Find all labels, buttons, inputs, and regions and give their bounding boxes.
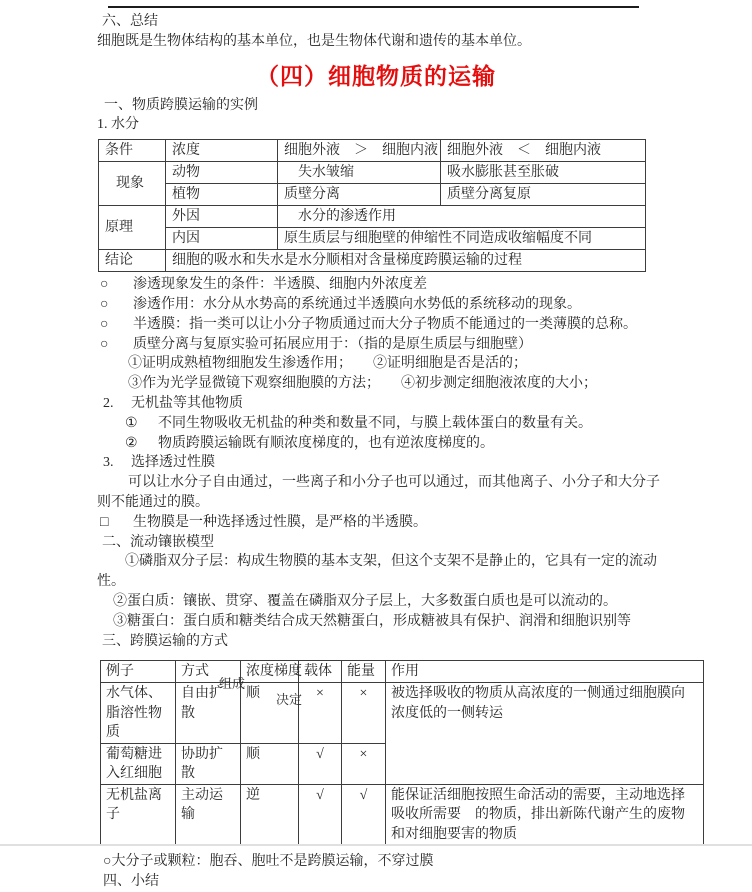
number-marker: 3. xyxy=(103,455,114,471)
table-cell: 水气体、脂溶性物质 xyxy=(101,683,176,744)
table-cell: 顺 xyxy=(241,743,299,784)
circled-number-icon: ② xyxy=(125,435,138,451)
square-bullet-icon: □ xyxy=(100,514,109,530)
circle-bullet-icon: ○ xyxy=(100,336,109,352)
table-cell: × xyxy=(342,683,386,744)
table-cell: 质壁分离复原 xyxy=(441,184,646,206)
number-marker: 2. xyxy=(103,395,114,411)
list-item xyxy=(125,434,752,454)
previous-table-bottom-rule xyxy=(108,6,639,8)
table-cell: 动物 xyxy=(166,162,278,184)
table-cell: × xyxy=(299,683,342,744)
column-header: 浓度梯度 xyxy=(241,661,299,683)
circle-bullet-icon: ○ xyxy=(100,277,109,293)
table-cell: 外因 xyxy=(166,206,278,228)
table-cell: 逆 xyxy=(241,784,299,845)
table-cell: 原生质层与细胞壁的伸缩性不同造成收缩幅度不同 xyxy=(278,228,646,250)
list-item xyxy=(103,453,752,473)
column-header: 作用 xyxy=(386,661,704,683)
table-cell: 吸水膨胀甚至胀破 xyxy=(441,162,646,184)
table-header-row xyxy=(101,661,704,683)
table-cell: 细胞外液 ＜ 细胞内液 xyxy=(441,140,646,162)
list-item: ①证明成熟植物细胞发生渗透作用； ②证明细胞是否是活的； xyxy=(128,356,527,372)
table-row xyxy=(99,228,646,250)
table-cell: 被选择吸收的物质从高浓度的一侧通过细胞膜向浓度低的一侧转运 xyxy=(386,683,704,785)
column-header: 方式 xyxy=(176,661,241,683)
page-bottom-separator xyxy=(0,844,752,846)
table-row xyxy=(99,250,646,272)
list-item xyxy=(103,394,752,414)
table-cell: √ xyxy=(299,784,342,845)
macromolecule-note: ○大分子或颗粒：胞吞、胞吐不是跨膜运输，不穿过膜 xyxy=(103,854,434,870)
paragraph-line: 可以让水分子自由通过，一些离子和小分子也可以通过，而其他离子、小分子和大分子 xyxy=(128,475,660,491)
table-cell: 植物 xyxy=(166,184,278,206)
circle-bullet-icon: ○ xyxy=(100,316,109,332)
list-item: ③作为光学显微镜下观察细胞膜的方法； ④初步测定细胞液浓度的大小； xyxy=(128,376,597,392)
section-three-heading: 三、跨膜运输的方式 xyxy=(102,633,228,649)
list-item-text: 半透膜：指一类可以让小分子物质通过而大分子物质不能通过的一类薄膜的总称。 xyxy=(133,316,637,332)
table-cell: 失水皱缩 xyxy=(278,162,441,184)
table-row xyxy=(99,162,646,184)
list-item xyxy=(100,295,752,315)
section-one-heading: 一、物质跨膜运输的实例 xyxy=(104,97,258,113)
list-item-text: 渗透作用：水分从水势高的系统通过半透膜向水势低的系统移动的现象。 xyxy=(133,296,581,312)
table-cell: √ xyxy=(342,784,386,845)
table-cell: 葡萄糖进入红细胞 xyxy=(101,743,176,784)
table-cell: 结论 xyxy=(99,250,166,272)
paragraph-line: ②蛋白质：镶嵌、贯穿、覆盖在磷脂双分子层上，大多数蛋白质也是可以流动的。 xyxy=(113,593,617,609)
list-item-text: 渗透现象发生的条件：半透膜、细胞内外浓度差 xyxy=(133,277,427,293)
table-cell: 无机盐离子 xyxy=(101,784,176,845)
table-cell: 能保证活细胞按照生命活动的需要，主动地选择吸收所需要 的物质，排出新陈代谢产生的废物和对细胞要害的物质 xyxy=(386,784,704,845)
table-cell: 条件 xyxy=(99,140,166,162)
transport-modes-table xyxy=(100,660,704,845)
list-item xyxy=(125,414,752,434)
table-cell: 细胞外液 ＞ 细胞内液 xyxy=(278,140,441,162)
table-cell: 顺 xyxy=(241,683,299,744)
table-row xyxy=(101,784,704,845)
list-item-text: 质壁分离与复原实验可拓展应用于：（指的是原生质层与细胞壁） xyxy=(133,336,532,352)
stray-overlap-text: 组成 xyxy=(219,676,246,692)
section-six-body: 细胞既是生物体结构的基本单位，也是生物体代谢和遗传的基本单位。 xyxy=(97,33,531,49)
table-cell: 浓度 xyxy=(166,140,278,162)
paragraph-line: 性。 xyxy=(97,574,125,590)
circled-number-icon: ① xyxy=(125,415,138,431)
paragraph-line: ①磷脂双分子层：构成生物膜的基本支架，但这个支架不是静止的，它具有一定的流动 xyxy=(125,554,657,570)
table-cell: 主动运输 xyxy=(176,784,241,845)
column-header: 载体 xyxy=(299,661,342,683)
water-subheading: 1. 水分 xyxy=(97,117,139,133)
paragraph-line: 则不能通过的膜。 xyxy=(97,494,209,510)
list-item xyxy=(100,275,752,295)
paragraph-line: ③糖蛋白：蛋白质和糖类结合成天然糖蛋白，形成糖被具有保护、润滑和细胞识别等 xyxy=(113,613,631,629)
list-item-text: 无机盐等其他物质 xyxy=(131,395,243,411)
section-four-heading: 四、小结 xyxy=(103,874,159,890)
table-row xyxy=(101,683,704,744)
table-cell: √ xyxy=(299,743,342,784)
table-row xyxy=(99,140,646,162)
list-item-text: 物质跨膜运输既有顺浓度梯度的，也有逆浓度梯度的。 xyxy=(158,435,494,451)
list-item xyxy=(100,513,752,533)
table-cell: 原理 xyxy=(99,206,166,250)
table-cell: × xyxy=(342,743,386,784)
page-title: （四）细胞物质的运输 xyxy=(256,62,496,89)
transport-modes-table-area xyxy=(100,660,704,845)
list-item-text: 选择透过性膜 xyxy=(131,455,215,471)
section-two-heading: 二、流动镶嵌模型 xyxy=(102,534,214,550)
list-item-text: 生物膜是一种选择透过性膜，是严格的半透膜。 xyxy=(133,514,427,530)
list-item xyxy=(100,335,752,355)
table-cell: 细胞的吸水和失水是水分顺相对含量梯度跨膜运输的过程 xyxy=(166,250,646,272)
circle-bullet-icon: ○ xyxy=(100,296,109,312)
table-cell: 水分的渗透作用 xyxy=(278,206,646,228)
column-header: 例子 xyxy=(101,661,176,683)
list-item-text: 不同生物吸收无机盐的种类和数量不同，与膜上载体蛋白的数量有关。 xyxy=(158,415,592,431)
table-cell: 自由扩散 xyxy=(176,683,241,744)
list-item xyxy=(100,315,752,335)
table-cell: 协助扩散 xyxy=(176,743,241,784)
water-transport-table xyxy=(98,139,646,272)
stray-overlap-text: 决定 xyxy=(276,692,303,708)
column-header: 能量 xyxy=(342,661,386,683)
table-cell: 现象 xyxy=(99,162,166,206)
table-row xyxy=(99,184,646,206)
table-cell: 质壁分离 xyxy=(278,184,441,206)
table-row xyxy=(99,206,646,228)
notes-list xyxy=(0,275,752,651)
table-cell: 内因 xyxy=(166,228,278,250)
section-six-heading: 六、总结 xyxy=(102,14,158,29)
